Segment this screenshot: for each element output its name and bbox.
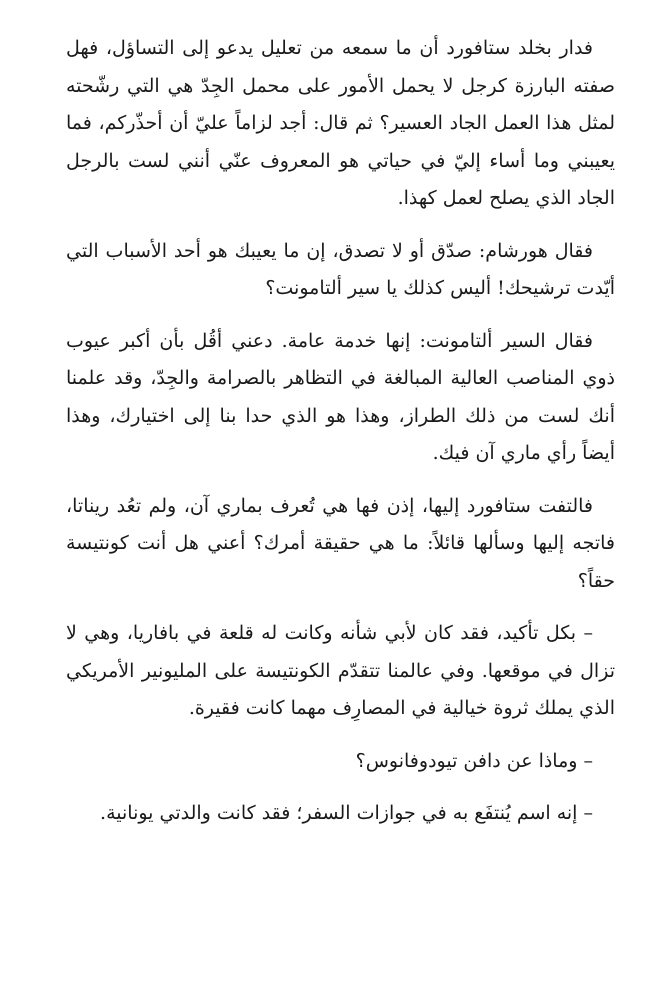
paragraph-3: فقال السير ألتامونت: إنها خدمة عامة. دعني أقُل بأن أكبر عيوب ذوي المناصب العالية المبالغة في التظاهر بالصرامة والجِدّ، وقد علمنا أنك لست من ذلك الطراز، وهذا هو الذي حدا بنا إلى اختيارك، وهذا أيضاً رأي ماري آن فيك.	[66, 329, 615, 464]
paragraph-1: فدار بخلد ستافورد أن ما سمعه من تعليل يدعو إلى التساؤل، فهل صفته البارزة كرجل لا يحمل الأمور على محمل الجِدّ هي التي رشّحته لمثل هذا العمل الجاد العسير؟ ثم قال: أجد لزاماً عليّ أن أحذّركم، فما يعيبني وما أساء إليّ في حياتي هو المعروف عنّي أنني لست بالرجل الجاد الذي يصلح لعمل كهذا.	[66, 37, 615, 209]
paragraph-6: – وماذا عن دافن تيودوفانوس؟	[355, 749, 593, 772]
paragraph-4: فالتفت ستافورد إليها، إذن فها هي تُعرف بماري آن، ولم تعُد ريناتا، فاتجه إليها وسألها قائلاً: ما هي حقيقة أمرك؟ أعني هل أنت كونتيسة حقاً؟	[66, 494, 615, 592]
book-page	[66, 30, 615, 833]
paragraph-7: – إنه اسم يُنتفَع به في جوازات السفر؛ فقد كانت والدتي يونانية.	[100, 802, 593, 824]
paragraph-2: فقال هورشام: صدّق أو لا تصدق، إن ما يعيبك هو أحد الأسباب التي أيّدت ترشيحك! أليس كذلك يا سير ألتامونت؟	[66, 239, 615, 299]
paragraph-5: – بكل تأكيد، فقد كان لأبي شأنه وكانت له قلعة في بافاريا، وهي لا تزال في موقعها. وفي عالمنا تتقدّم الكونتيسة على المليونير الأمريكي الذي يملك ثروة خيالية في المصارِف مهما كانت فقيرة.	[66, 622, 615, 719]
